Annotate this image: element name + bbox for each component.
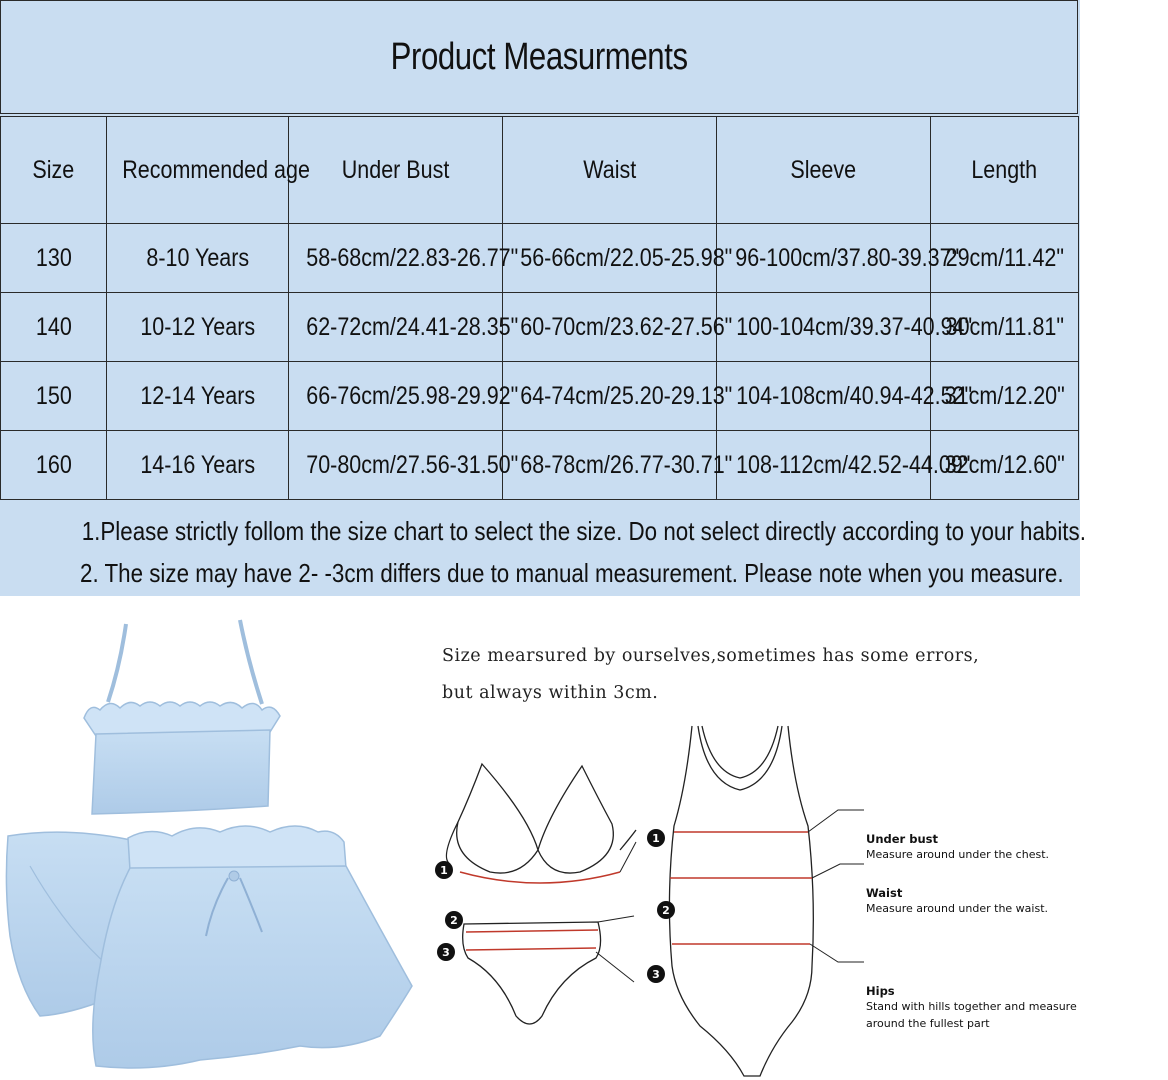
cell-sleeve: 104-108cm/40.94-42.52" — [717, 362, 931, 431]
header-age: Recommended age — [107, 117, 289, 224]
cell-waist: 64-74cm/25.20-29.13" — [503, 362, 717, 431]
table-header-row — [1, 117, 1079, 224]
cell-size: 130 — [1, 224, 107, 293]
cell-size: 150 — [1, 362, 107, 431]
cell-age: 12-14 Years — [107, 362, 289, 431]
waist-label: Waist Measure around under the waist. — [866, 886, 1049, 915]
marker-3 — [437, 943, 455, 961]
size-note-1: 1.Please strictly follom the size chart to select the size. Do not select directly according to your habits. — [81, 516, 1086, 546]
waist-line-brief — [466, 930, 598, 932]
table-row — [1, 224, 1079, 293]
header-size: Size — [1, 117, 107, 224]
bikini-top — [84, 620, 280, 814]
size-note-2: 2. The size may have 2- -3cm differs due to manual measurement. Please note when you measure. — [80, 558, 1064, 588]
header-waist: Waist — [503, 117, 717, 224]
cell-under-bust: 70-80cm/27.56-31.50" — [289, 431, 503, 500]
cell-age: 14-16 Years — [107, 431, 289, 500]
svg-text:3: 3 — [442, 946, 450, 959]
ruffle-shorts — [93, 826, 412, 1068]
cell-age: 10-12 Years — [107, 293, 289, 362]
under-bust-label: Under bust Measure around under the chest. — [866, 832, 1050, 861]
cell-size: 160 — [1, 431, 107, 500]
measure-note-line-2: but always within 3cm. — [442, 683, 659, 703]
measure-note — [442, 638, 979, 712]
bra-outline — [446, 764, 636, 873]
svg-text:2: 2 — [662, 904, 670, 917]
svg-text:1: 1 — [652, 832, 660, 845]
cell-waist: 56-66cm/22.05-25.98" — [503, 224, 717, 293]
chart-title: Product Measurments — [390, 35, 688, 78]
cell-length: 31cm/12.20" — [931, 362, 1079, 431]
table-row — [1, 362, 1079, 431]
marker-3-swimsuit — [647, 965, 665, 983]
hips-label: Hips Stand with hills together and measure around the fullest part — [866, 984, 1077, 1030]
size-notes — [0, 510, 1086, 594]
svg-text:3: 3 — [652, 968, 660, 981]
cell-waist: 68-78cm/26.77-30.71" — [503, 431, 717, 500]
marker-2 — [445, 911, 463, 929]
cell-waist: 60-70cm/23.62-27.56" — [503, 293, 717, 362]
cell-sleeve: 100-104cm/39.37-40.94" — [717, 293, 931, 362]
marker-2-swimsuit — [657, 901, 675, 919]
header-under-bust: Under Bust — [289, 117, 503, 224]
product-photo — [0, 606, 430, 1080]
marker-1-swimsuit — [647, 829, 665, 847]
cell-under-bust: 58-68cm/22.83-26.77" — [289, 224, 503, 293]
cell-under-bust: 62-72cm/24.41-28.35" — [289, 293, 503, 362]
cell-sleeve: 96-100cm/37.80-39.37" — [717, 224, 931, 293]
cell-size: 140 — [1, 293, 107, 362]
cell-length: 32cm/12.60" — [931, 431, 1079, 500]
svg-text:2: 2 — [450, 914, 458, 927]
measure-note-line-1: Size mearsured by ourselves,sometimes has some errors, — [442, 646, 980, 666]
svg-text:1: 1 — [440, 864, 448, 877]
cell-length: 30cm/11.81" — [931, 293, 1079, 362]
table-row — [1, 293, 1079, 362]
header-sleeve: Sleeve — [717, 117, 931, 224]
hip-line-brief — [466, 948, 596, 950]
cell-age: 8-10 Years — [107, 224, 289, 293]
cell-sleeve: 108-112cm/42.52-44.09" — [717, 431, 931, 500]
table-row — [1, 431, 1079, 500]
bust-line — [460, 872, 620, 883]
header-length: Length — [931, 117, 1079, 224]
cell-length: 29cm/11.42" — [931, 224, 1079, 293]
cell-under-bust: 66-76cm/25.98-29.92" — [289, 362, 503, 431]
swimsuit-outline — [669, 726, 813, 1076]
marker-1 — [435, 861, 453, 879]
product-section — [0, 596, 1080, 1080]
chart-title-row — [0, 0, 1078, 114]
brief-outline — [463, 922, 601, 1024]
size-table — [0, 116, 1079, 500]
